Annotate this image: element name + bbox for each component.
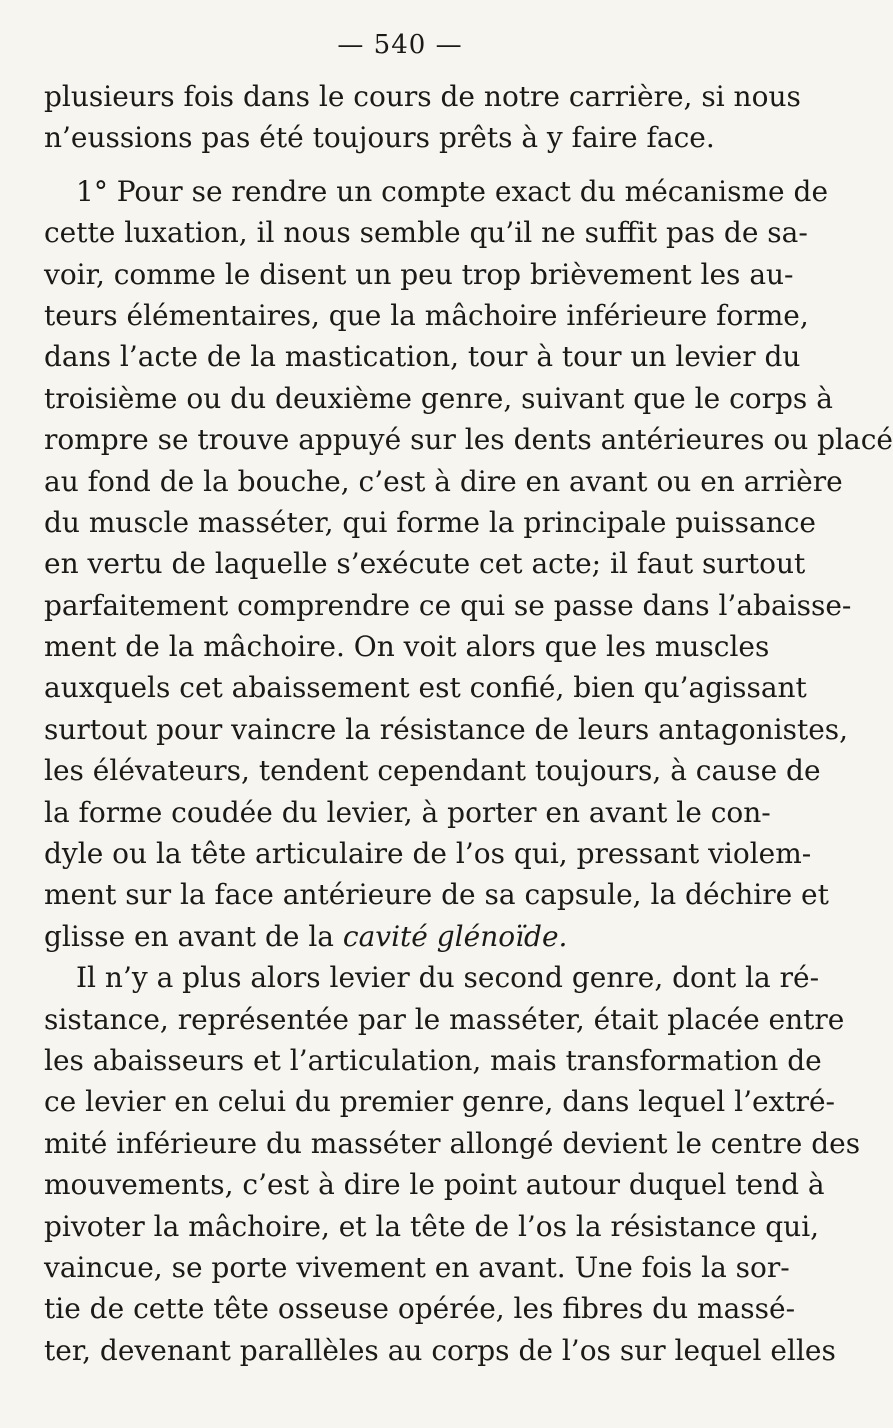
text-line-with-italic bbox=[44, 916, 756, 957]
text-line: en vertu de laquelle s’exécute cet acte; il faut surtout bbox=[44, 547, 806, 581]
text-line: ment sur la face antérieure de sa capsule, la déchire et bbox=[44, 878, 829, 912]
text-line: ce levier en celui du premier genre, dans lequel l’extré- bbox=[44, 1085, 835, 1119]
text-line: dyle ou la tête articulaire de l’os qui, pressant violem- bbox=[44, 837, 812, 871]
text-line: n’eussions pas été toujours prêts à y faire face. bbox=[44, 121, 715, 155]
text-line: parfaitement comprendre ce qui se passe dans l’abaisse- bbox=[44, 588, 852, 622]
text-line: dans l’acte de la mastication, tour à tour un levier du bbox=[44, 340, 801, 374]
text-line: du muscle masséter, qui forme la principale puissance bbox=[44, 505, 816, 539]
text-line: surtout pour vaincre la résistance de leurs antagonistes, bbox=[44, 712, 849, 746]
text-line: au fond de la bouche, c’est à dire en avant ou en arrière bbox=[44, 464, 843, 498]
page-number: — 540 — bbox=[337, 30, 463, 60]
paragraph-start-line: Il n’y a plus alors levier du second genre, dont la ré- bbox=[76, 961, 820, 995]
text-line: les abaisseurs et l’articulation, mais transformation de bbox=[44, 1043, 822, 1077]
body-text bbox=[44, 76, 893, 1371]
text-line: vaincue, se porte vivement en avant. Une fois la sor- bbox=[44, 1250, 790, 1284]
text-line: la forme coudée du levier, à porter en avant le con- bbox=[44, 795, 771, 829]
text-line: sistance, représentée par le masséter, était placée entre bbox=[44, 1002, 845, 1036]
text-line: ter, devenant parallèles au corps de l’os sur lequel elles bbox=[44, 1333, 836, 1367]
text-segment: glisse en avant de la bbox=[44, 919, 343, 953]
text-line: teurs élémentaires, que la mâchoire inférieure forme, bbox=[44, 298, 809, 332]
text-line: tie de cette tête osseuse opérée, les fibres du massé- bbox=[44, 1292, 796, 1326]
text-line: troisième ou du deuxième genre, suivant que le corps à bbox=[44, 381, 833, 415]
text-line: cette luxation, il nous semble qu’il ne suffit pas de sa- bbox=[44, 216, 808, 250]
text-line: pivoter la mâchoire, et la tête de l’os la résistance qui, bbox=[44, 1209, 820, 1243]
text-line: mité inférieure du masséter allongé devient le centre des bbox=[44, 1126, 861, 1160]
text-line: auxquels cet abaissement est confié, bien qu’agissant bbox=[44, 671, 807, 705]
text-line: voir, comme le disent un peu trop brièvement les au- bbox=[44, 257, 794, 291]
text-line: les élévateurs, tendent cependant toujours, à cause de bbox=[44, 754, 821, 788]
italic-term: cavité glénoïde. bbox=[342, 919, 568, 953]
text-line: rompre se trouve appuyé sur les dents antérieures ou placé bbox=[44, 423, 893, 457]
text-line: ment de la mâchoire. On voit alors que les muscles bbox=[44, 630, 770, 664]
paragraph-start-line: 1° Pour se rendre un compte exact du mécanisme de bbox=[76, 174, 829, 208]
text-line: plusieurs fois dans le cours de notre carrière, si nous bbox=[44, 80, 801, 113]
text-line: mouvements, c’est à dire le point autour duquel tend à bbox=[44, 1168, 825, 1202]
